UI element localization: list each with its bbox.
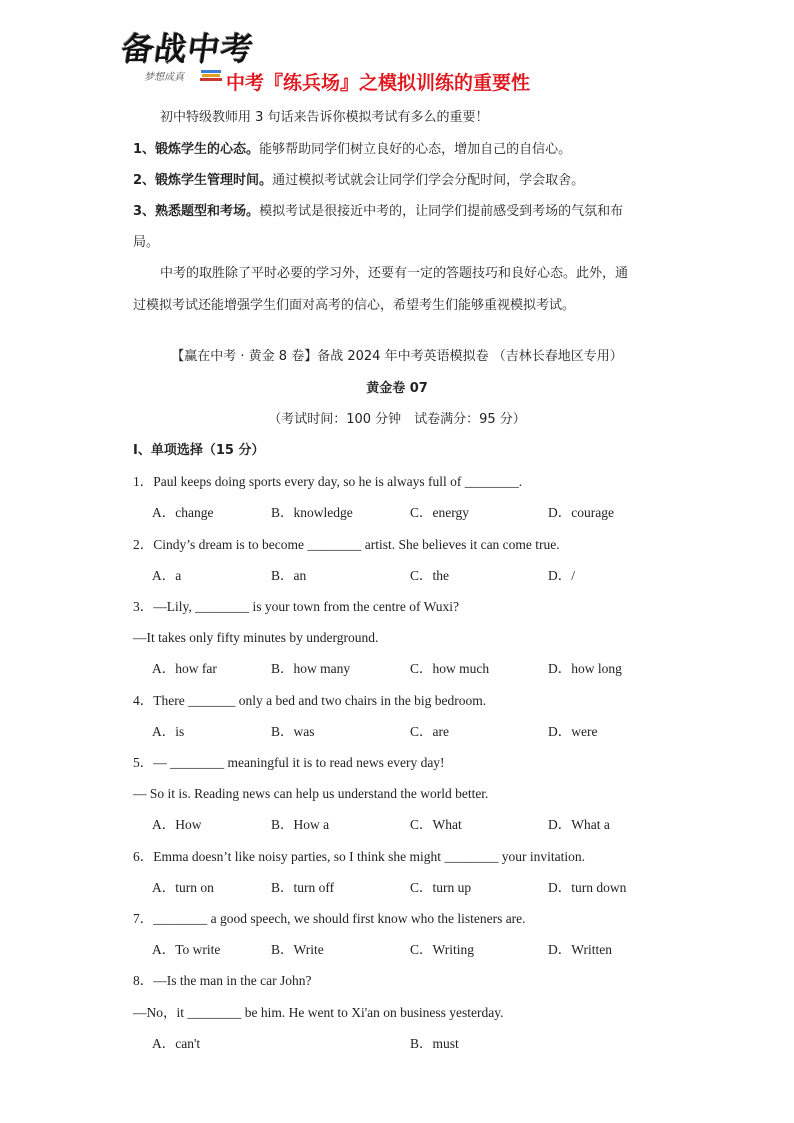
question-5-option-d[interactable]: D．What a: [548, 817, 610, 832]
logo-text: 备战中考: [119, 30, 257, 68]
question-1-option-c[interactable]: C．energy: [410, 505, 469, 520]
question-4-option-c[interactable]: C．are: [410, 724, 449, 739]
question-7-option-d[interactable]: D．Written: [548, 942, 612, 957]
intro-point-1: 1、锻炼学生的心态。能够帮助同学们树立良好的心态，增加自己的自信心。: [133, 142, 572, 157]
question-2-stem: 2．Cindy’s dream is to become ________ artist. She believes it can come true.: [133, 537, 560, 552]
question-7-option-c[interactable]: C．Writing: [410, 942, 474, 957]
question-4-option-b[interactable]: B．was: [271, 724, 315, 739]
question-7-option-a[interactable]: A．To write: [152, 942, 221, 957]
question-3-option-c[interactable]: C．how much: [410, 661, 490, 676]
question-2-option-d[interactable]: D．/: [548, 568, 575, 583]
books-icon: [200, 68, 222, 82]
question-2-option-a[interactable]: A．a: [152, 568, 182, 583]
logo-subtitle: 梦想成真: [144, 72, 184, 83]
intro-paragraph-line2: 过模拟考试还能增强学生们面对高考的信心，希望考生们能够重视模拟考试。: [133, 298, 576, 313]
intro-paragraph-line1: 中考的取胜除了平时必要的学习外，还要有一定的答题技巧和良好心态。此外，通: [160, 266, 629, 281]
question-6-option-a[interactable]: A．turn on: [152, 880, 214, 895]
exam-info: （考试时间：100 分钟 试卷满分：95 分）: [268, 412, 526, 427]
intro-lead: 初中特级教师用 3 句话来告诉你模拟考试有多么的重要！: [160, 110, 489, 125]
question-8-response: —No，it ________ be him. He went to Xi'an on business yesterday.: [133, 1005, 504, 1020]
question-7-option-b[interactable]: B．Write: [271, 942, 324, 957]
question-3-option-b[interactable]: B．how many: [271, 661, 351, 676]
question-5-stem: 5．— ________ meaningful it is to read news every day!: [133, 755, 445, 770]
question-4-option-d[interactable]: D．were: [548, 724, 598, 739]
question-3-response: —It takes only fifty minutes by underground.: [133, 630, 379, 645]
question-5-option-c[interactable]: C．What: [410, 817, 462, 832]
question-6-option-d[interactable]: D．turn down: [548, 880, 627, 895]
question-4-option-a[interactable]: A．is: [152, 724, 185, 739]
question-1-option-d[interactable]: D．courage: [548, 505, 614, 520]
question-5-option-b[interactable]: B．How a: [271, 817, 330, 832]
question-6-option-c[interactable]: C．turn up: [410, 880, 472, 895]
question-6-stem: 6．Emma doesn’t like noisy parties, so I think she might ________ your invitation.: [133, 849, 585, 864]
intro-point-3: 3、熟悉题型和考场。模拟考试是很接近中考的，让同学们提前感受到考场的气氛和布: [133, 204, 624, 219]
banner-title: 中考『练兵场』之模拟训练的重要性: [226, 72, 531, 94]
question-8-stem: 8．—Is the man in the car John?: [133, 973, 312, 988]
question-3-option-d[interactable]: D．how long: [548, 661, 622, 676]
question-3-option-a[interactable]: A．how far: [152, 661, 217, 676]
question-1-option-a[interactable]: A．change: [152, 505, 214, 520]
question-1-option-b[interactable]: B．knowledge: [271, 505, 353, 520]
question-5-option-a[interactable]: A．How: [152, 817, 202, 832]
question-4-stem: 4．There _______ only a bed and two chairs in the big bedroom.: [133, 693, 487, 708]
intro-point-2: 2、锻炼学生管理时间。通过模拟考试就会让同学们学会分配时间，学会取舍。: [133, 173, 585, 188]
question-1-stem: 1．Paul keeps doing sports every day, so he is always full of ________.: [133, 474, 523, 489]
question-7-stem: 7．________ a good speech, we should first know who the listeners are.: [133, 911, 526, 926]
question-2-option-c[interactable]: C．the: [410, 568, 449, 583]
question-8-option-b[interactable]: B．must: [410, 1036, 459, 1051]
question-3-stem: 3．—Lily, ________ is your town from the centre of Wuxi?: [133, 599, 460, 614]
exam-title: 【赢在中考 · 黄金 8 卷】备战 2024 年中考英语模拟卷 （吉林长春地区专用）: [171, 349, 623, 364]
question-6-option-b[interactable]: B．turn off: [271, 880, 335, 895]
question-8-option-a[interactable]: A．can't: [152, 1036, 201, 1051]
section-heading: I、单项选择（15 分）: [133, 443, 265, 458]
question-5-response: — So it is. Reading news can help us understand the world better.: [133, 786, 489, 801]
question-2-option-b[interactable]: B．an: [271, 568, 307, 583]
exam-subtitle: 黄金卷 07: [366, 381, 428, 396]
intro-point-3-cont: 局。: [133, 235, 160, 250]
